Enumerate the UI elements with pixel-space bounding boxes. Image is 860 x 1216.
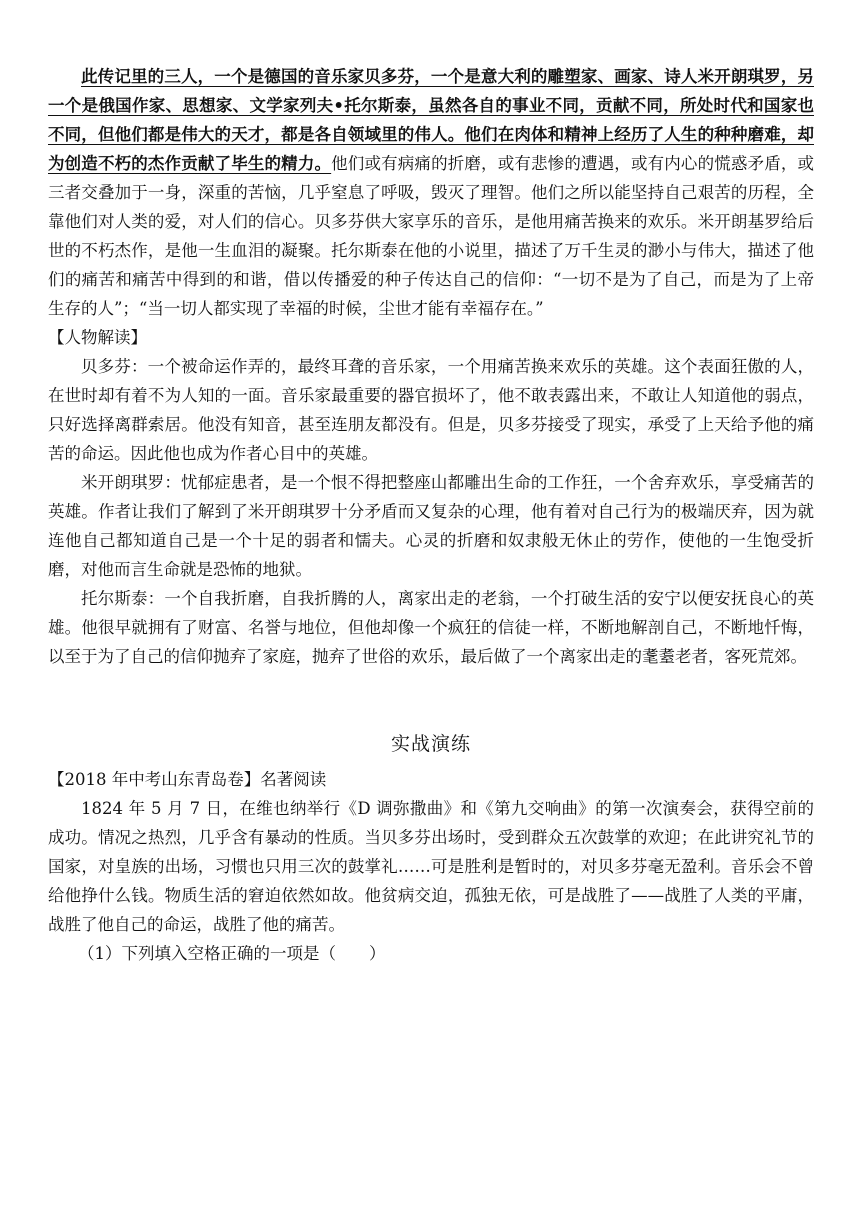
- practice-source: 【2018 年中考山东青岛卷】名著阅读: [48, 770, 327, 789]
- intro-bold-text: 此传记里的三人，一个是德国的音乐家贝多芬，一个是意大利的雕塑家、画家、诗人米开朗琪罗，另一个是俄国作家、思想家、文学家列夫•托尔斯泰，虽然各自的事业不同，贡献不同，所处时代和国家也不同，但他们都是伟大的天才，都是各自领域里的伟人。他们在肉体和精神上经历了人生的种种磨难，却为创造不朽的杰作贡献了毕生的精力。: [48, 67, 814, 173]
- practice-question: （1）下列填入空格正确的一项是（ ）: [78, 944, 386, 963]
- document-page: [48, 62, 814, 968]
- spacer: [48, 671, 814, 729]
- character-paragraph-tolstoy: 托尔斯泰：一个自我折磨，自我折腾的人，离家出走的老翁，一个打破生活的安宁以便安抚良心的英雄。他很早就拥有了财富、名誉与地位，但他却像一个疯狂的信徒一样，不断地解剖自己，不断地忏悔，以至于为了自己的信仰抛弃了家庭，抛弃了世俗的欢乐，最后做了一个离家出走的耄耋老者，客死荒郊。: [48, 589, 814, 666]
- section-heading-characters: 【人物解读】: [48, 328, 147, 347]
- character-paragraph-beethoven: 贝多芬：一个被命运作弄的，最终耳聋的音乐家，一个用痛苦换来欢乐的英雄。这个表面狂傲的人，在世时却有着不为人知的一面。音乐家最重要的器官损坏了，他不敢表露出来，不敢让人知道他的弱点，只好选择离群索居。他没有知音，甚至连朋友都没有。但是，贝多芬接受了现实，承受了上天给予他的痛苦的命运。因此他也成为作者心目中的英雄。: [48, 357, 814, 463]
- intro-paragraph: [48, 62, 814, 323]
- intro-plain-text: 他们或有病痛的折磨，或有悲惨的遭遇，或有内心的慌惑矛盾，或三者交叠加于一身，深重的苦恼，几乎窒息了呼吸，毁灭了理智。他们之所以能坚持自己艰苦的历程，全靠他们对人类的爱，对人们的信心。贝多芬供大家享乐的音乐，是他用痛苦换来的欢乐。米开朗基罗给后世的不朽杰作，是他一生血泪的凝聚。托尔斯泰在他的小说里，描述了万千生灵的渺小与伟大，描述了他们的痛苦和痛苦中得到的和谐，借以传播爱的种子传达自己的信仰：“一切不是为了自己，而是为了上帝生存的人”；“当一切人都实现了幸福的时候，尘世才能有幸福存在。”: [48, 154, 815, 318]
- practice-title: 实战演练: [390, 733, 471, 755]
- practice-passage: 1824 年 5 月 7 日，在维也纳举行《D 调弥撒曲》和《第九交响曲》的第一次演奏会，获得空前的成功。情况之热烈，几乎含有暴动的性质。当贝多芬出场时，受到群众五次鼓掌的欢迎；在此讲究礼节的国家，对皇族的出场，习惯也只用三次的鼓掌礼……可是胜利是暂时的，对贝多芬毫无盈利。音乐会不曾给他挣什么钱。物质生活的窘迫依然如故。他贫病交迫，孤独无依，可是战胜了——战胜了人类的平庸，战胜了他自己的命运，战胜了他的痛苦。: [48, 799, 814, 934]
- character-paragraph-michelangelo: 米开朗琪罗：忧郁症患者，是一个恨不得把整座山都雕出生命的工作狂，一个舍弃欢乐，享受痛苦的英雄。作者让我们了解到了米开朗琪罗十分矛盾而又复杂的心理，他有着对自己行为的极端厌弃，因为就连他自己都知道自己是一个十足的弱者和懦夫。心灵的折磨和奴隶般无休止的劳作，使他的一生饱受折磨，对他而言生命就是恐怖的地狱。: [48, 473, 814, 579]
